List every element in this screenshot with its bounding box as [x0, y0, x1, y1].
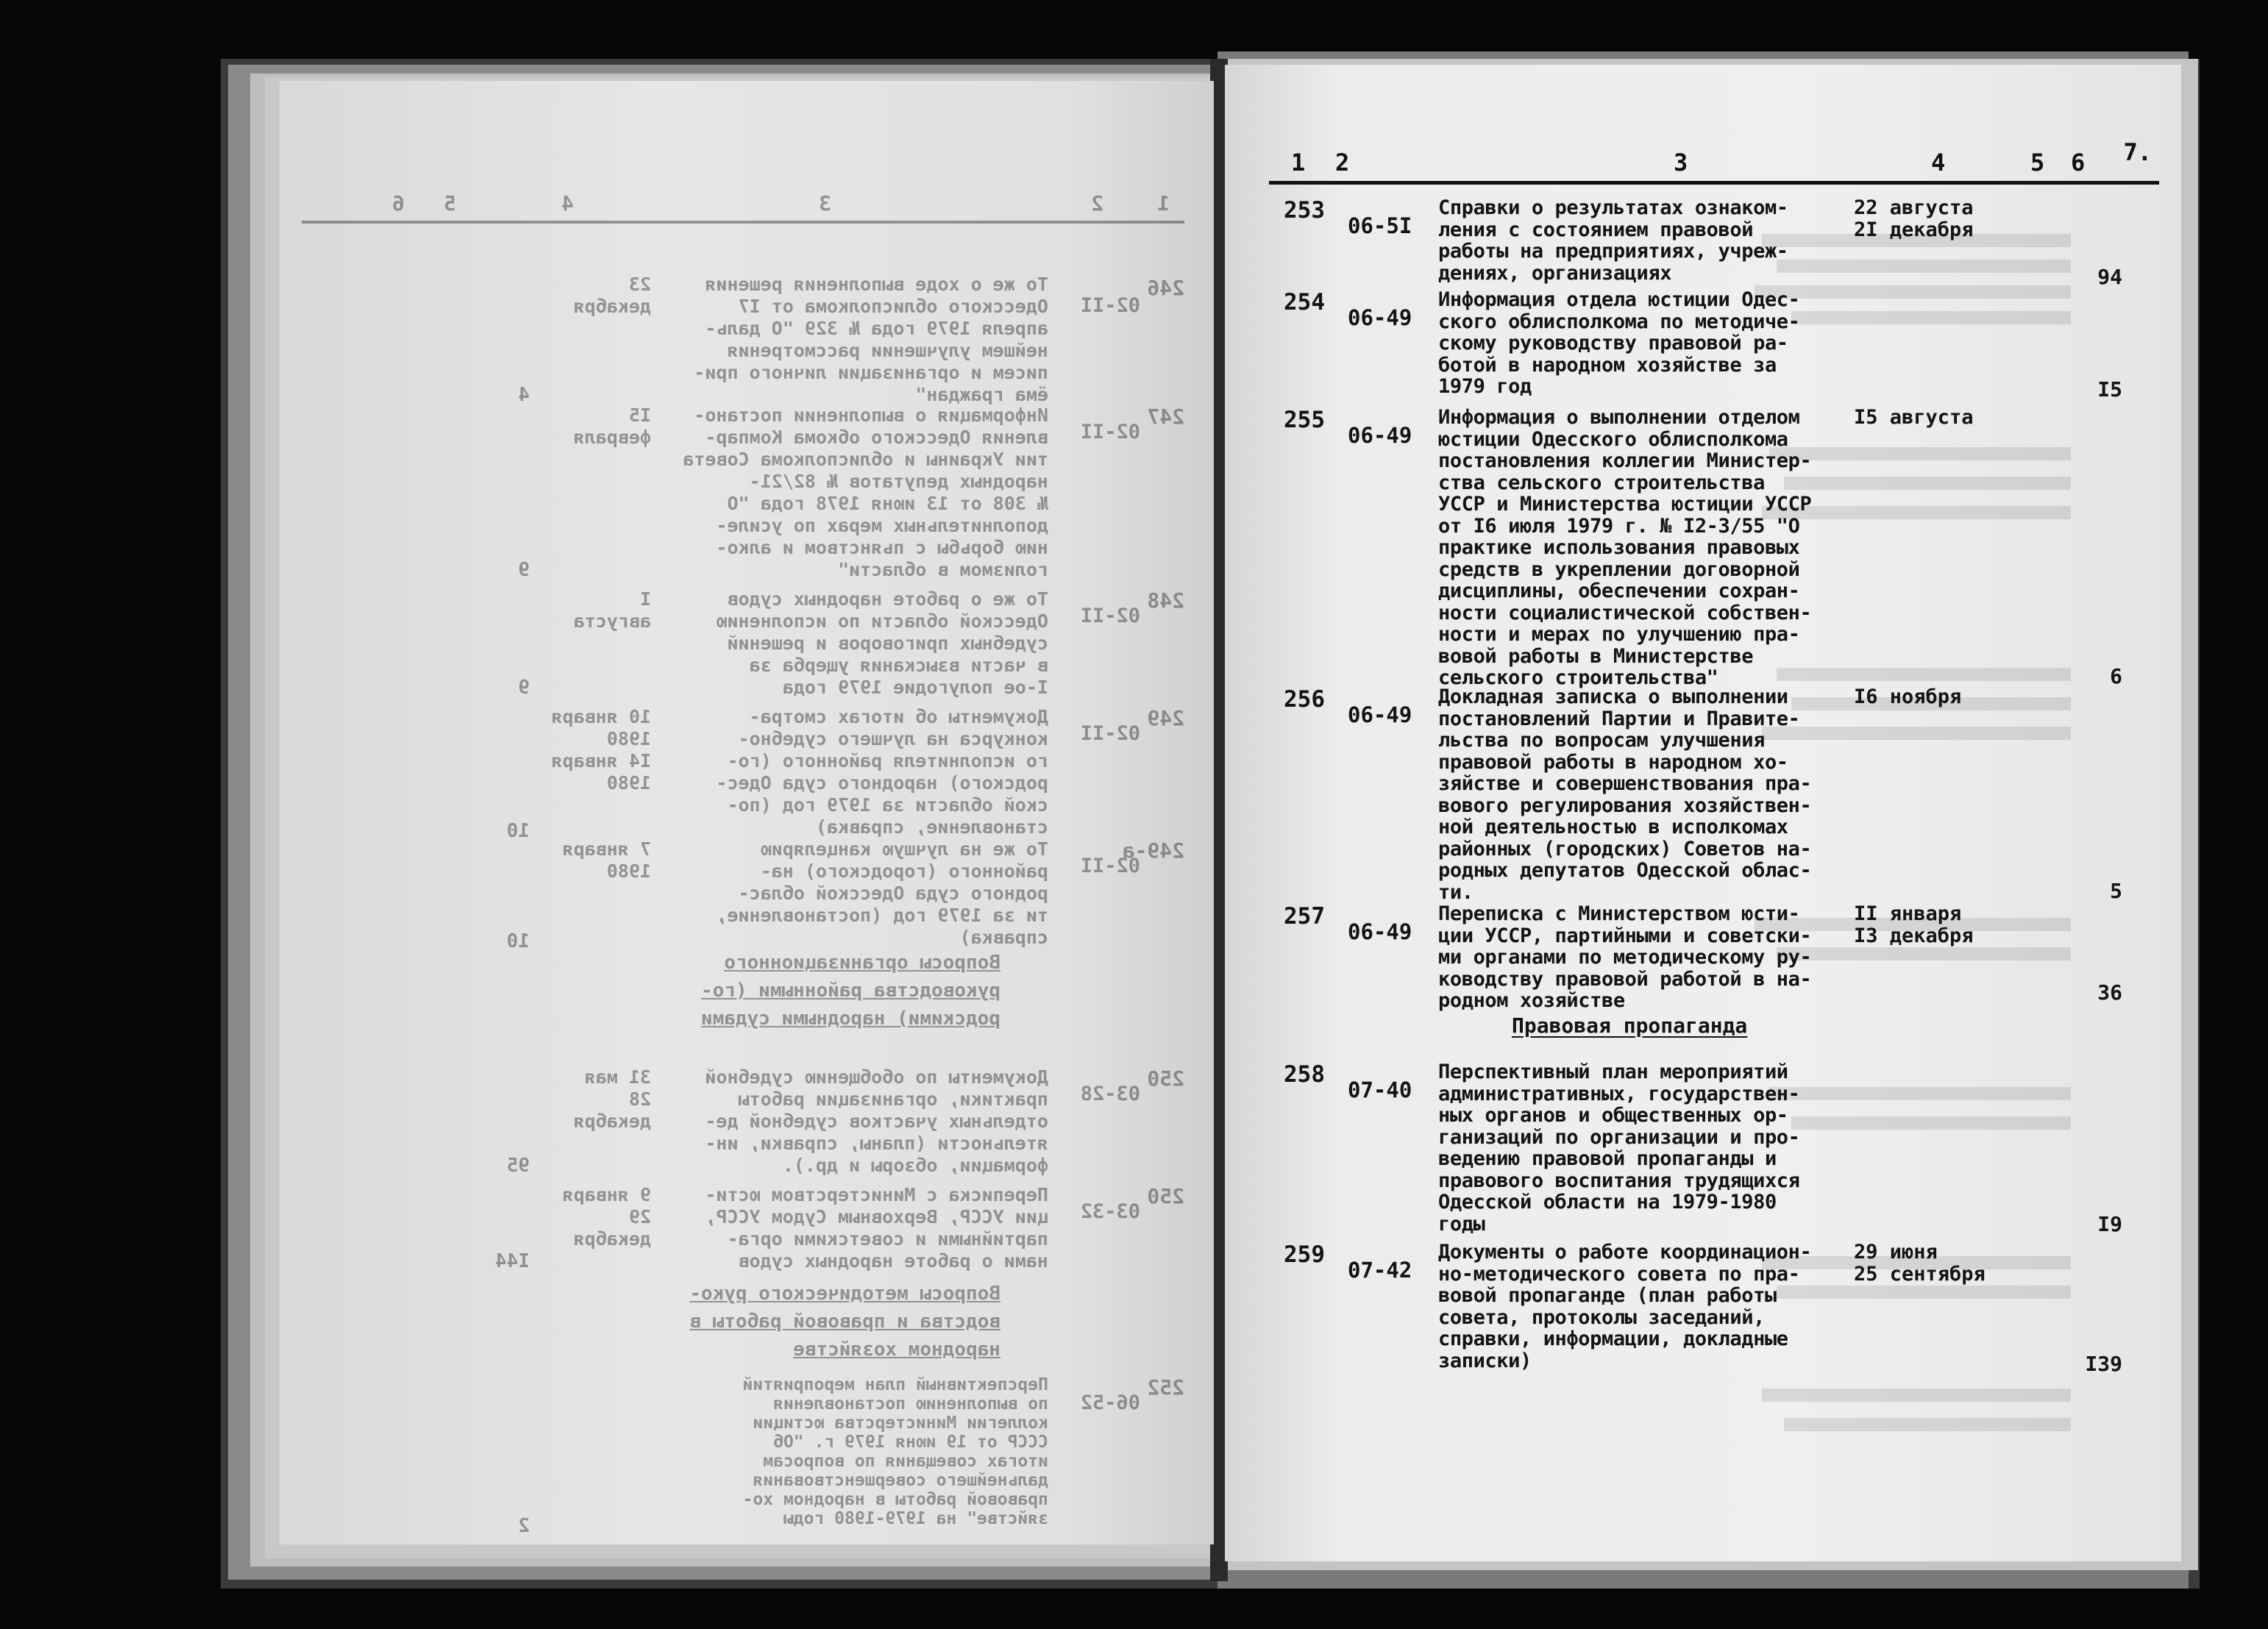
left-entry-sheets: 9: [518, 677, 530, 699]
entry-index: 06-49: [1348, 423, 1412, 448]
header-col-6: 6: [2071, 149, 2086, 177]
left-entry-index: 03-28: [1080, 1083, 1140, 1105]
left-header-col-1: 1: [1157, 191, 1170, 215]
page-number: 7.: [2123, 138, 2152, 166]
entry-sheets: I9: [2097, 1212, 2122, 1236]
entry-title: Переписка с Министерством юсти- ции УССР, партийными и советски- ми органами по методическому ру- ководству правовой работой в на- родном хозяйстве: [1438, 902, 1812, 1012]
entry-index: 06-5I: [1348, 213, 1412, 238]
left-entry-dates: 23 декабря: [573, 274, 651, 317]
left-entry-dates: I5 февраля: [573, 404, 651, 448]
header-col-2: 2: [1335, 149, 1350, 177]
section-heading: Правовая пропаганда: [1512, 1013, 1748, 1038]
header-col-1: 1: [1291, 149, 1306, 177]
left-entry-title: То же о работе народных судов Одесской области по исполнению судебных приговоров и решений в части взыскания ущерба за I-ое полугодие 1979 года: [716, 588, 1048, 698]
entry-sheets: 94: [2097, 265, 2122, 289]
left-header-col-3: 3: [819, 191, 831, 215]
left-entry-number: 248: [1147, 588, 1184, 613]
entry-title: Справки о результатах ознаком- ления с состоянием правовой работы на предприятиях, учреж- дениях, организациях: [1438, 196, 1788, 285]
entry-number: 256: [1284, 686, 1325, 713]
header-col-4: 4: [1931, 149, 1946, 177]
left-entry-sheets: 9: [518, 559, 530, 581]
entry-number: 259: [1284, 1241, 1325, 1268]
entry-index: 07-42: [1348, 1258, 1412, 1283]
left-entry-index: 02-II: [1080, 855, 1140, 877]
entry-index: 07-40: [1348, 1077, 1412, 1102]
left-entry-index: 02-II: [1080, 722, 1140, 745]
left-page: [280, 81, 1214, 1544]
entry-index: 06-49: [1348, 919, 1412, 944]
entry-number: 258: [1284, 1061, 1325, 1088]
left-entry-dates: 31 мая 28 декабря: [573, 1066, 651, 1132]
left-page-bleed-through: [280, 81, 1214, 1544]
left-entry-sheets: 2: [518, 1515, 530, 1537]
left-entry-title: Переписка с Министерством юсти- ции УССР, Верховным Судом УССР, партийными и советскими орга- нами о работе народных судов: [705, 1184, 1048, 1272]
entry-dates: II января I3 декабря: [1854, 902, 1974, 947]
header-col-5: 5: [2030, 149, 2045, 177]
header-col-3: 3: [1674, 149, 1688, 177]
entry-sheets: 5: [2110, 879, 2122, 903]
entry-index: 06-49: [1348, 305, 1412, 330]
left-entry-sheets: 10: [506, 820, 530, 842]
left-entry-number: 249-а: [1122, 838, 1184, 863]
entry-number: 254: [1284, 289, 1325, 316]
entry-sheets: I5: [2097, 377, 2122, 402]
left-entry-sheets: I44: [495, 1250, 530, 1272]
entry-sheets: I39: [2085, 1352, 2122, 1376]
entry-number: 255: [1284, 407, 1325, 433]
entry-dates: 29 июня 25 сентября: [1854, 1241, 1986, 1286]
entry-title: Перспективный план мероприятий административных, государствен- ных органов и общественных ор- ганизаций по организации и про- ведению правовой пропаганды и правового воспитания трудящихся Одесской области на 1979-1980 годы: [1438, 1061, 1800, 1236]
entry-title: Информация отдела юстиции Одес- ского облисполкома по методиче- скому руководству правовой ра- ботой в народном хозяйстве за 1979 год: [1438, 288, 1800, 398]
table-header-row: [1269, 147, 2159, 185]
entry-dates: I6 ноября: [1854, 685, 1962, 708]
left-entry-sheets: 4: [518, 384, 530, 406]
left-entry-title: То же на лучшую канцелярию районного (городского) на- родного суда Одесской облас- ти за 1979 год (постановление, справка): [716, 838, 1048, 948]
left-entry-number: 250: [1147, 1066, 1184, 1091]
left-section-heading: Вопросы организационного руководства районными (го- родскими) народными судами: [701, 952, 1000, 1030]
left-entry-title: Документы по обобщению судебной практики, организации работы отдельных участков судебной де- ятельности (планы, справки, ин- формации, обзоры и др.).: [705, 1066, 1048, 1176]
left-header-col-5: 5: [444, 191, 456, 215]
entry-sheets: 6: [2110, 664, 2122, 688]
right-page: [1225, 65, 2181, 1561]
left-entry-title: Документы об итогах смотра- конкурса на лучшего судебно- го исполнителя районного (го- родского) народного суда Одес- ской области за 1979 год (по- становление, справка): [716, 706, 1048, 838]
left-entry-index: 02-II: [1080, 605, 1140, 627]
entry-title: Докладная записка о выполнении постановлений Партии и Правите- льства по вопросам улучшения правовой работы в народном хо- зяйстве и совершенствования пра- вового регулирования хозяйствен- ной деятельностью в исполкомах районных (городских) Советов на- родных депутатов Одесской облас- ти.: [1438, 685, 1812, 904]
left-entry-index: 06-52: [1080, 1391, 1140, 1414]
entry-number: 253: [1284, 197, 1325, 224]
left-header-row: [302, 191, 1184, 224]
entry-number: 257: [1284, 903, 1325, 930]
left-entry-title: То же о ходе выполнения решения Одесского облисполкома от I7 апреля 1979 года № 329 "О даль- нейшем улучшении рассмотрения писем и организации личного при- ёма граждан": [694, 274, 1048, 405]
left-entry-number: 247: [1147, 404, 1184, 429]
left-header-col-4: 4: [561, 191, 574, 215]
left-entry-number: 246: [1147, 276, 1184, 300]
entry-index: 06-49: [1348, 702, 1412, 727]
left-entry-title: Перспективный план мероприятий по выполнению постановления коллегии Министерства юстиции СССР от 19 июня 1979 г. "Об итогах совещания по вопросам дальнейшего совершенствования правовой работы в народном хо- зяйстве" на 1979-1980 годы: [742, 1375, 1048, 1528]
entry-title: Документы о работе координацион- но-методического совета по пра- вовой пропаганде (план работы совета, протоколы заседаний, справки, информации, докладные записки): [1438, 1241, 1812, 1372]
left-entry-dates: 10 января 1980 I4 января 1980: [551, 706, 651, 794]
left-entry-dates: I августа: [573, 588, 651, 632]
left-entry-title: Информация о выполнении постано- вления Одесского обкома Компар- тии Украины и облисполкома Совета народных депутатов № 82/21- № 308 от 13 июня 1978 года "О дополнительных мерах по усиле- нию борьбы с пьянством и алко- голизмом в области": [683, 404, 1048, 580]
entry-title: Информация о выполнении отделом юстиции Одесского облисполкома постановления коллегии Министер- ства сельского строительства УССР и Министерства юстиции УССР от I6 июля 1979 г. № I2-3/55 "О практике использования правовых средств в укреплении договорной дисциплины, обеспечении сохран- ности социалистической собствен- ности и мерах по улучшению пра- вовой работы в Министерстве сельского строительства": [1438, 406, 1812, 689]
left-entry-number: 252: [1147, 1375, 1184, 1400]
left-entry-dates: 9 января 29 декабря: [562, 1184, 651, 1250]
left-entry-number: 250: [1147, 1184, 1184, 1208]
entry-dates: 22 августа 2I декабря: [1854, 196, 1974, 241]
left-section-heading: Вопросы методического руко- водства и правовой работы в народном хозяйстве: [689, 1283, 1000, 1361]
left-header-col-6: 6: [392, 191, 405, 215]
left-entry-dates: 7 января 1980: [562, 838, 651, 882]
left-entry-index: 03-32: [1080, 1200, 1140, 1223]
left-entry-sheets: 10: [506, 930, 530, 952]
left-entry-sheets: 95: [506, 1155, 530, 1177]
entry-dates: I5 августа: [1854, 406, 1974, 429]
left-header-col-2: 2: [1091, 191, 1103, 215]
left-entry-index: 02-II: [1080, 421, 1140, 443]
left-entry-index: 02-II: [1080, 294, 1140, 317]
entry-sheets: 36: [2097, 980, 2122, 1005]
left-entry-number: 249: [1147, 706, 1184, 730]
